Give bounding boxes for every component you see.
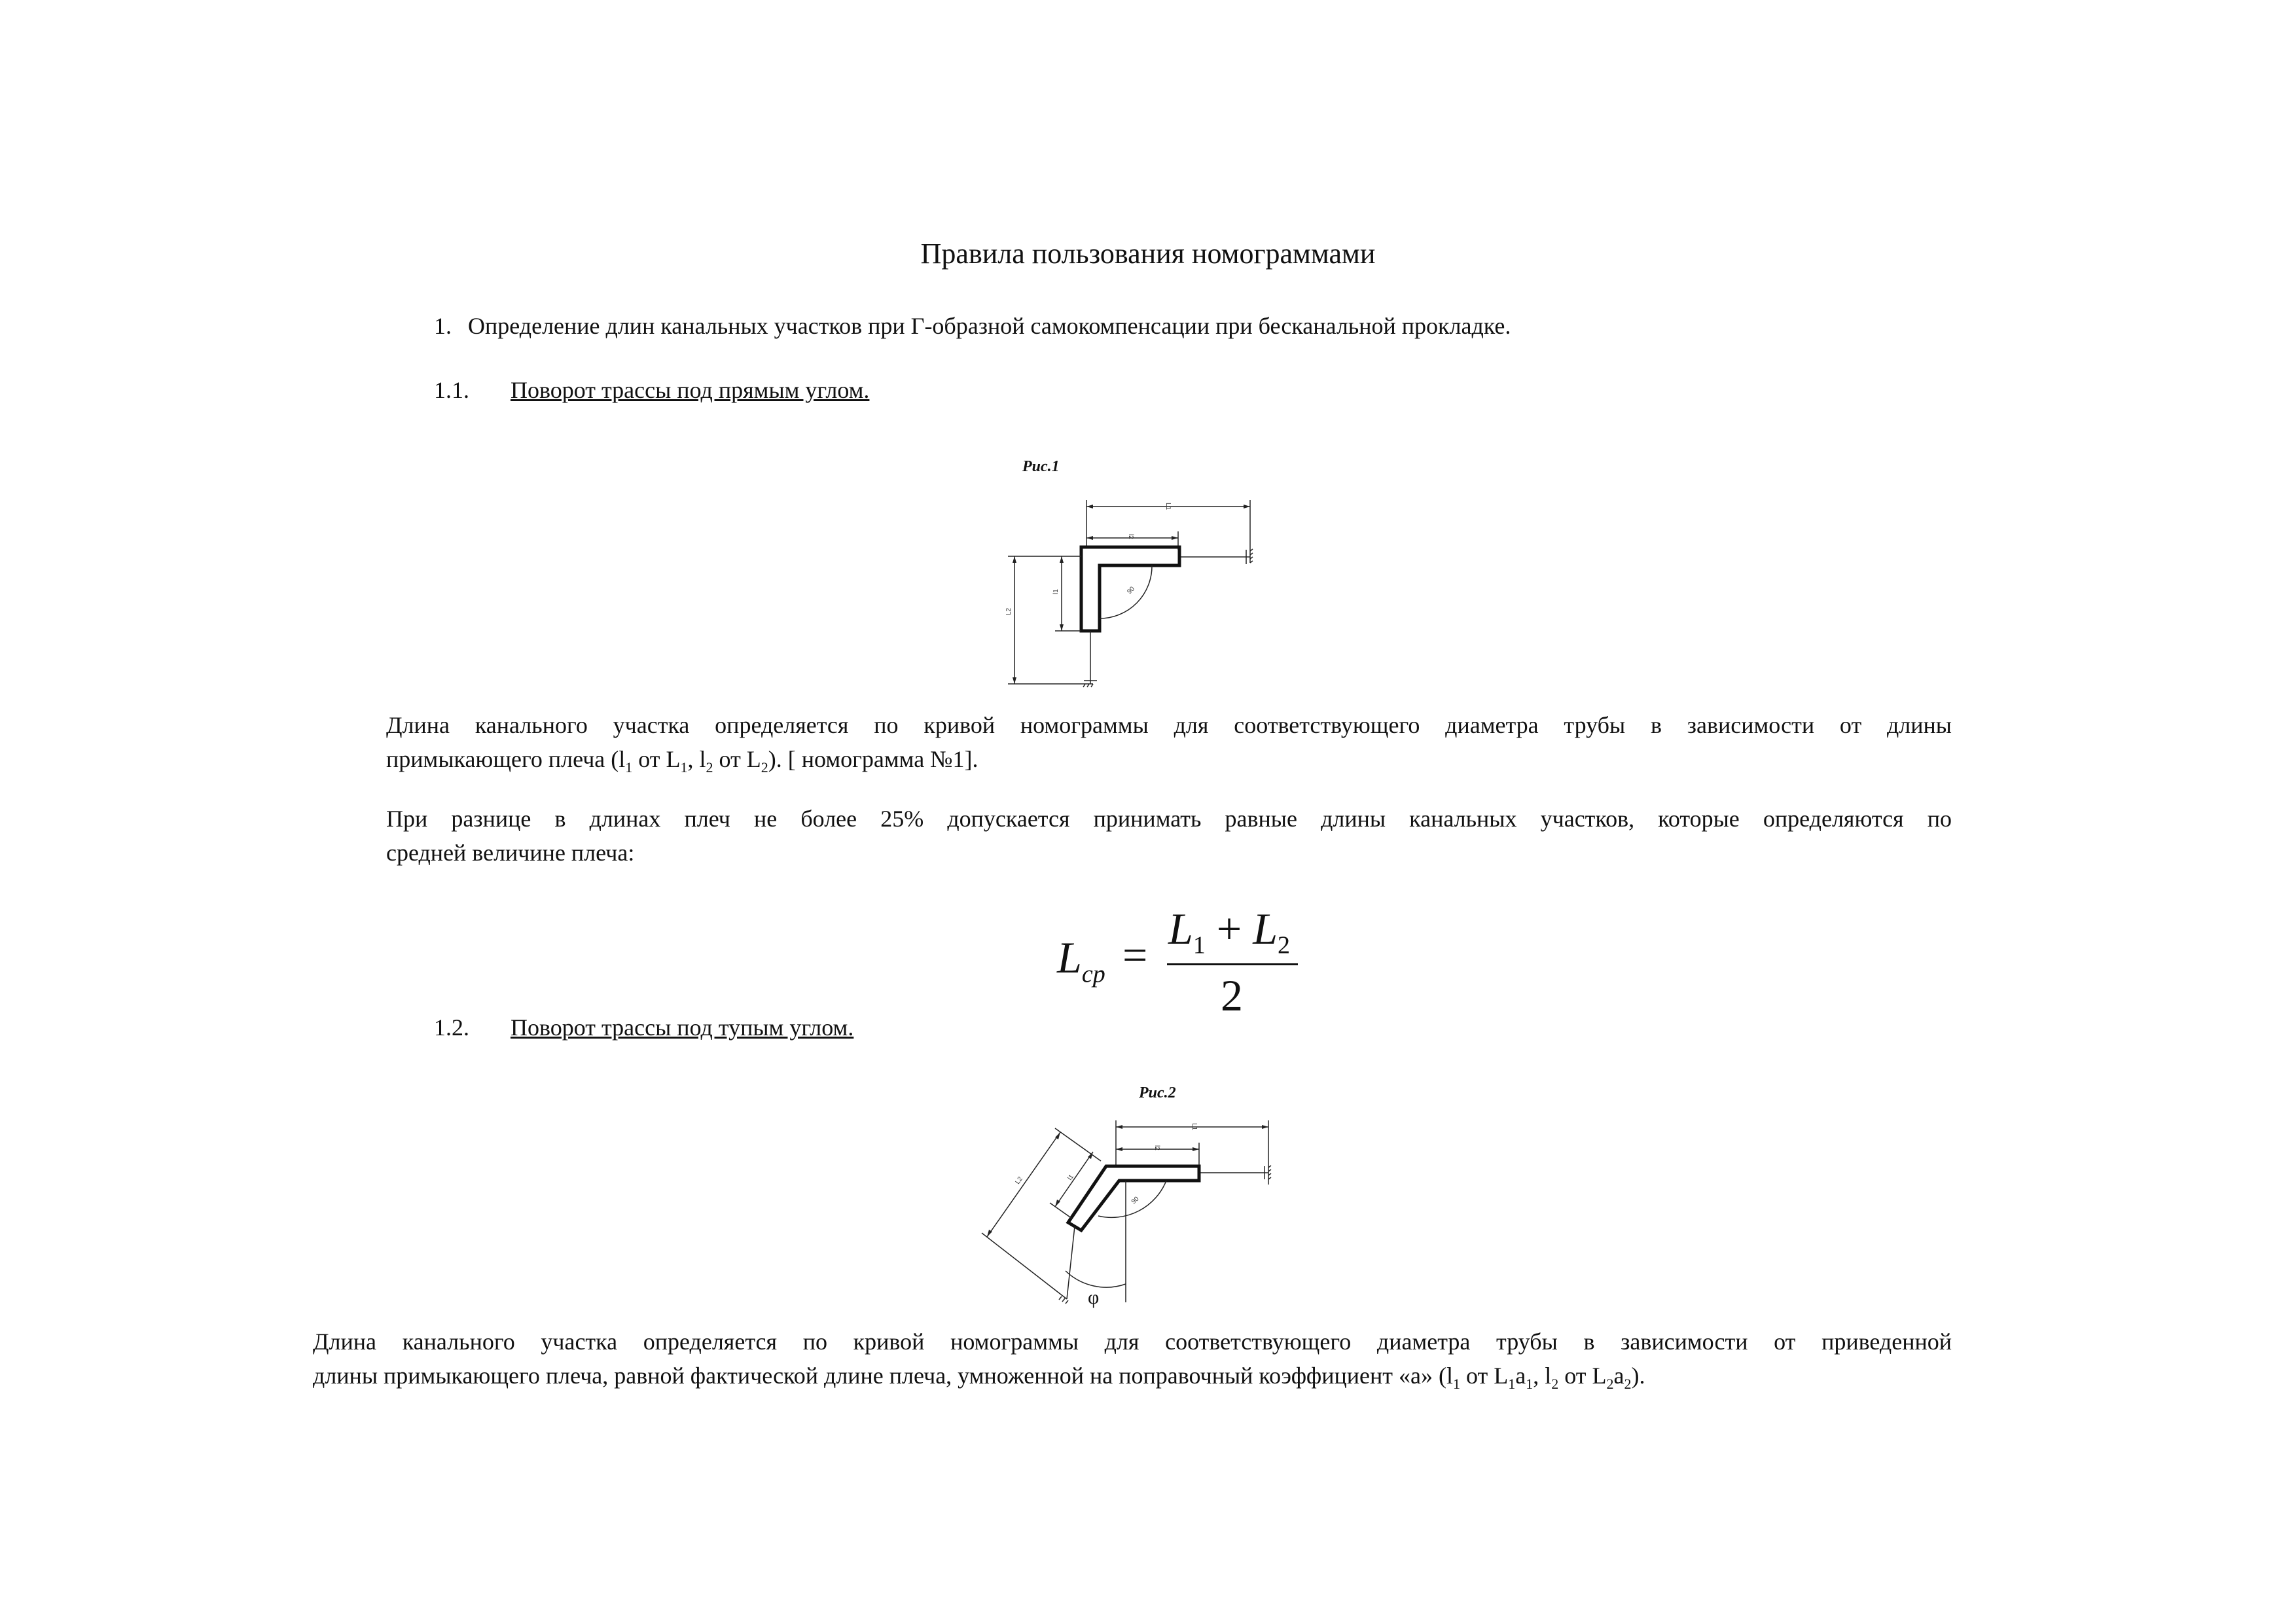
section-1-number: 1. bbox=[434, 313, 452, 339]
figure-2-drawing bbox=[982, 1113, 1296, 1309]
figure-1-label-L2: L2 bbox=[1005, 607, 1013, 615]
paragraph-1-line-2: примыкающего плеча ($l_1$ от $L_1$, $l_2$ от $L_2$). [ номограмма №1]. bbox=[386, 746, 978, 776]
figure-1-label-l1: l1 bbox=[1052, 589, 1060, 594]
section-1-2-number: 1.2. bbox=[434, 1014, 469, 1041]
figure-1-label-L1: L1 bbox=[1164, 503, 1172, 510]
paragraph-3-line-1: Длина канального участка определяется по кривой номограммы для соответствующего диаметра трубы в зависимости от приведенной bbox=[313, 1329, 1952, 1355]
formula bbox=[1057, 904, 1306, 1027]
paragraph-2-line-1: При разнице в длинах плеч не более 25% допускается принимать равные длины канальных участков, которые определяются по bbox=[386, 806, 1952, 832]
figure-2-label-angle: 90 bbox=[1130, 1195, 1141, 1206]
figure-2-label-L1: L1 bbox=[1191, 1123, 1198, 1131]
figure-2-label-l2: l2 bbox=[1153, 1145, 1160, 1150]
formula-lhs-sub: ср bbox=[1081, 960, 1105, 988]
figure-2-label-L2: L2 bbox=[1014, 1175, 1024, 1186]
paragraph-3-line-2: длины примыкающего плеча, равной фактической длине плеча, умноженной на поправочный коэффициент «а» ($l_1$ от $L_1a_1$, $l_2$ от $L_2a_2$). bbox=[313, 1363, 1645, 1393]
figure-2-caption: Рис.2 bbox=[1139, 1084, 1176, 1101]
paragraph-2-line-2: средней величине плеча: bbox=[386, 840, 635, 866]
section-1-text: Определение длин канальных участков при Г-образной самокомпенсации при бесканальной прокладке. bbox=[468, 313, 1511, 339]
paragraph-1-line-1: Длина канального участка определяется по кривой номограммы для соответствующего диаметра трубы в зависимости от длины bbox=[386, 712, 1952, 738]
formula-equals: = bbox=[1122, 930, 1148, 980]
section-1-1-number: 1.1. bbox=[434, 377, 469, 403]
section-1-2-heading: Поворот трассы под тупым углом. bbox=[511, 1014, 854, 1041]
formula-denominator: 2 bbox=[1221, 971, 1243, 1020]
page-title: Правила пользования номограммами bbox=[920, 238, 1376, 270]
figure-1-label-angle: 90 bbox=[1126, 585, 1136, 596]
formula-lhs: L bbox=[1057, 933, 1082, 982]
figure-1-drawing bbox=[1001, 484, 1276, 707]
figure-1-caption: Рис.1 bbox=[1022, 458, 1060, 475]
figure-1-label-l2: l2 bbox=[1127, 534, 1134, 539]
formula-fraction-bar bbox=[1167, 963, 1298, 965]
figure-2-label-l1: l1 bbox=[1066, 1173, 1075, 1182]
figure-2-label-phi: φ bbox=[1088, 1287, 1100, 1308]
section-1-1-heading: Поворот трассы под прямым углом. bbox=[511, 377, 870, 403]
formula-numerator: $L_1 + L_2$ bbox=[1168, 904, 1291, 959]
